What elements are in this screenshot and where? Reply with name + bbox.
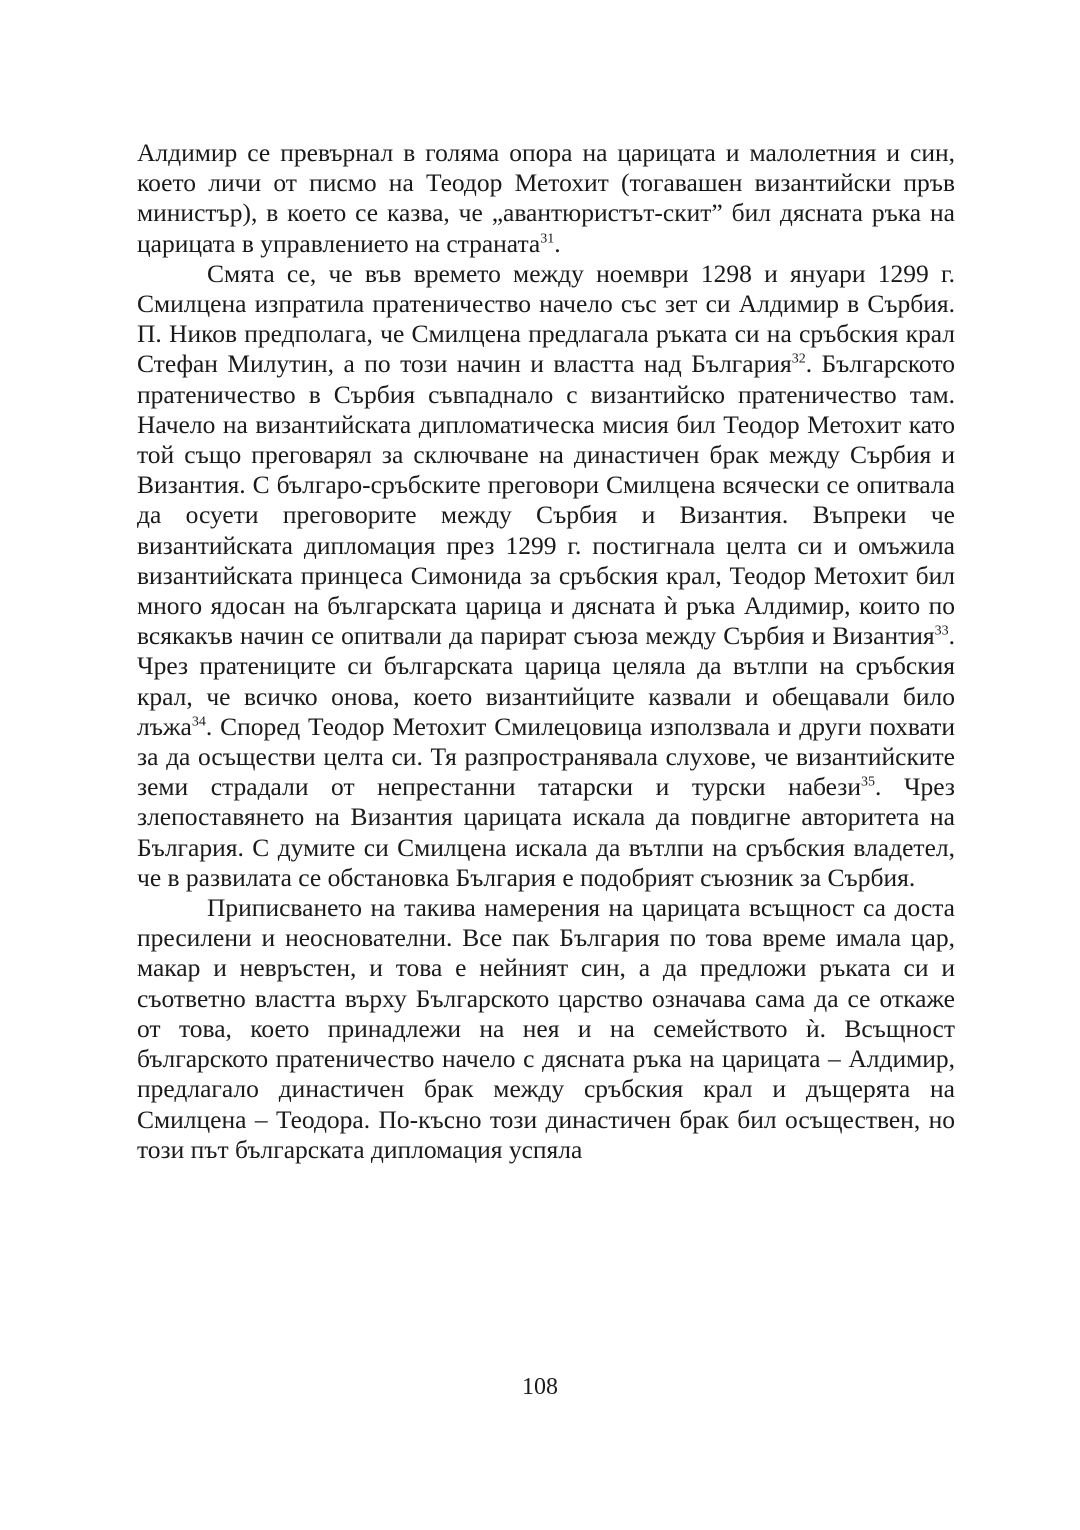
paragraph: [137, 259, 955, 893]
page-number: 108: [522, 1374, 558, 1400]
text-run: Алдимир се превърнал в голяма опора на царицата и малолетния и син, което личи от писмо на Теодор Метохит (тогавашен византийски пръв министър), в което се казва, че „авантюристът-скит” бил дясната ръка на царицата в управлението на страната: [137, 138, 955, 258]
text-run: . Според Теодор Метохит Смилецовица използвала и други похвати за да осъществи целта си. Тя разпространявала слухове, че византийските земи страдали от непрестанни татарски и турски набези: [137, 711, 955, 802]
text-run: . Чрез злепоставянето на Византия царицата искала да повдигне авторитета на България. С думите си Смилцена искала да вътлпи на сръбския владетел, че в развилата се обстановка България е подобрият съюзник за Сърбия.: [137, 772, 955, 892]
footnote-marker: 31: [540, 231, 555, 247]
text-run: Смята се, че във времето между ноември 1298 и януари 1299 г. Смилцена изпратила пратеничество начело със зет си Алдимир в Сърбия. П. Ников предполага, че Смилцена предлагала ръката си на сръбския крал Стефан Милутин, а по този начин и властта над България: [137, 258, 955, 379]
paragraph: [137, 893, 955, 1165]
text-run: . Българското пратеничество в Сърбия съвпаднало с византийско пратеничество там. Начело на византийската дипломатическа мисия бил Теодор Метохит като той също преговарял за сключване на династичен брак между Сърбия и Византия. С българо-сръбските преговори Смилцена всячески се опитвала да осуети преговорите между Сърбия и Византия. Въпреки че византийската дипломация през 1299 г. постигнала целта си и омъжила византийската принцеса Симонида за сръбския крал, Теодор Метохит бил много ядосан на българската царица и дясната ѝ ръка Алдимир, които по всякакъв начин се опитвали да парират съюза между Сърбия и Византия: [137, 349, 955, 651]
text-run: Приписването на такива намерения на царицата всъщност са доста пресилени и неоснователни. Все пак България по това време имала цар, макар и невръстен, и това е нейният син, а да предложи ръката си и съответно властта върху Българското царство означава сама да се откаже от това, което принадлежи на нея и на семейството ѝ. Всъщност българското пратеничество начело с дясната ръка на царицата – Алдимир, предлагало династичен брак между сръбския крал и дъщерята на Смилцена – Теодора. По-късно този династичен брак бил осъществен, но този път българската дипломация успяла: [137, 893, 955, 1164]
text-run: . Чрез пратениците си българската царица целяла да вътлпи на сръбския крал, че всичко онова, което византийците казвали и обещавали било лъжа: [137, 621, 955, 741]
footnote-marker: 33: [934, 623, 949, 639]
paragraph: [137, 138, 955, 259]
footnote-marker: 34: [191, 714, 206, 730]
document-body: [137, 138, 955, 1165]
footnote-marker: 35: [861, 774, 876, 790]
text-run: .: [554, 228, 561, 258]
footnote-marker: 32: [791, 351, 806, 367]
